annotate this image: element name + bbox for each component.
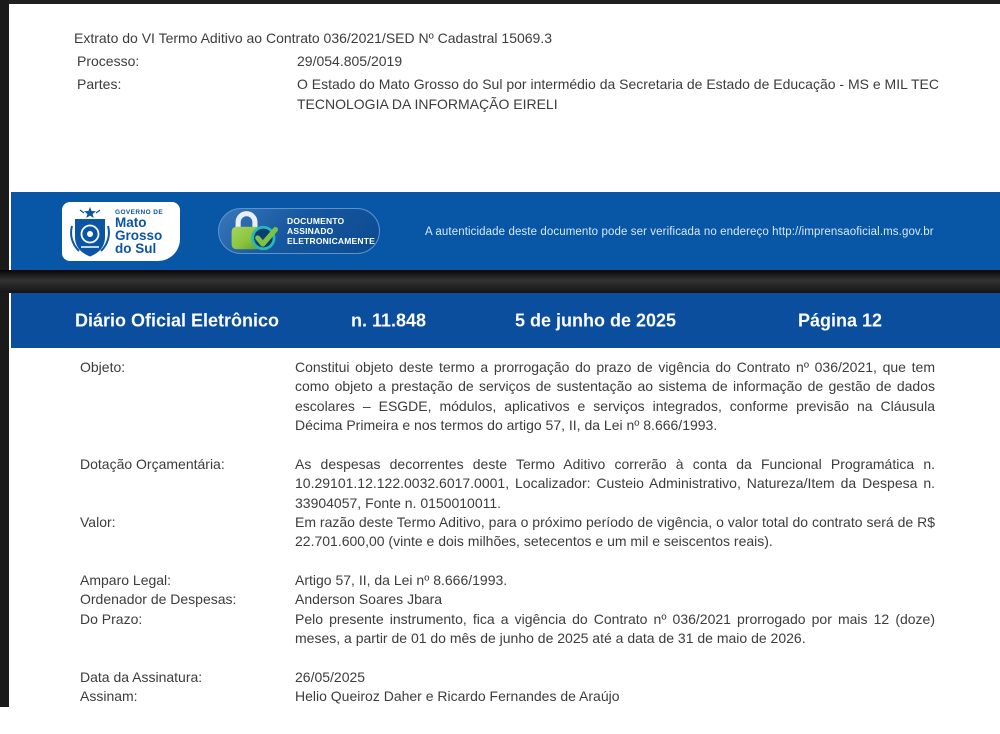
masthead-edition-number: n. 11.848 — [351, 310, 427, 330]
extract-title: Extrato do VI Termo Aditivo ao Contrato 036/2021/SED Nº Cadastral 15069.3 — [74, 30, 553, 46]
badge-line1: DOCUMENTO — [287, 216, 345, 226]
field-value-processo: 29/054.805/2019 — [297, 53, 403, 69]
field-value-ordenador: Anderson Soares Jbara — [295, 591, 443, 607]
field-label-data-assinatura: Data da Assinatura: — [80, 669, 203, 685]
badge-line3: ELETRONICAMENTE — [287, 236, 375, 246]
ms-coat-of-arms-icon — [68, 206, 112, 258]
field-label-do-prazo: Do Prazo: — [80, 611, 143, 627]
page-left-edge — [0, 0, 9, 707]
badge-line2: ASSINADO — [287, 226, 334, 236]
gov-logo-text — [115, 209, 163, 255]
masthead-title: Diário Oficial Eletrônico — [75, 310, 280, 330]
field-value-objeto: Constitui objeto deste termo a prorrogação do prazo de vigência do Contrato nº 036/2021, que tem como objeto a prestação de serviços de sustentação ao sistema de informação de gestão de dados escolares – ESGDE, módulos, aplicativos e serviços integrados, conforme previsão na Cláusula Décima Primeira e nos termos do artigo 57, II, da Lei nº 8.666/1993. — [295, 359, 935, 434]
gov-logo-line3: do Sul — [115, 240, 157, 256]
field-value-do-prazo: Pelo presente instrumento, fica a vigência do Contrato nº 036/2021 prorrogado por mais 12 (doze) meses, a partir de 01 do mês de junho de 2025 até a data de 31 de maio de 2026. — [295, 611, 935, 647]
field-value-amparo-legal: Artigo 57, II, da Lei nº 8.666/1993. — [295, 572, 508, 588]
field-value-assinam: Helio Queiroz Daher e Ricardo Fernandes de Araújo — [295, 688, 620, 704]
field-label-assinam: Assinam: — [80, 688, 138, 704]
field-label-objeto: Objeto: — [80, 359, 126, 375]
gov-logo-line1: Mato — [115, 214, 147, 230]
masthead-date: 5 de junho de 2025 — [515, 310, 677, 330]
badge-text — [287, 216, 375, 246]
field-label-valor: Valor: — [80, 514, 116, 530]
black-divider — [0, 270, 1000, 293]
field-value-dotacao: As despesas decorrentes deste Termo Aditivo correrão à conta da Funcional Programática n. 10.29101.12.122.0032.6017.0001, Localizador: Custeio Administrativo, Natureza/Item da Despesa n. 33904057, Fonte n. 0150010011. — [295, 456, 935, 511]
field-label-partes: Partes: — [77, 76, 122, 92]
field-label-processo: Processo: — [77, 53, 140, 69]
government-banner — [11, 192, 1000, 270]
lock-check-icon — [226, 210, 282, 252]
gov-logo-eyebrow: GOVERNO DE — [115, 208, 164, 216]
signed-document-badge — [218, 208, 380, 254]
field-value-valor: Em razão deste Termo Aditivo, para o próximo período de vigência, o valor total do contrato será de R$ 22.701.600,00 (vinte e dois milhões, setecentos e um mil e seiscentos reais). — [295, 514, 935, 550]
field-value-partes: O Estado do Mato Grosso do Sul por intermédio da Secretaria de Estado de Educação - MS e MIL TEC TECNOLOGIA DA INFORMAÇÃO EIRELI — [297, 76, 939, 112]
masthead-bar — [11, 293, 1000, 348]
gov-logo-line2: Grosso — [115, 227, 163, 243]
field-label-amparo-legal: Amparo Legal: — [80, 572, 172, 588]
authenticity-note: A autenticidade deste documento pode ser verificada no endereço http://imprensaoficial.ms.gov.br — [425, 226, 934, 238]
field-label-ordenador: Ordenador de Despesas: — [80, 591, 237, 607]
field-label-dotacao: Dotação Orçamentária: — [80, 456, 225, 472]
page-top-edge — [0, 0, 1000, 4]
gov-ms-logo — [62, 202, 180, 261]
field-value-data-assinatura: 26/05/2025 — [295, 669, 366, 685]
masthead-page-number: Página 12 — [798, 310, 883, 330]
